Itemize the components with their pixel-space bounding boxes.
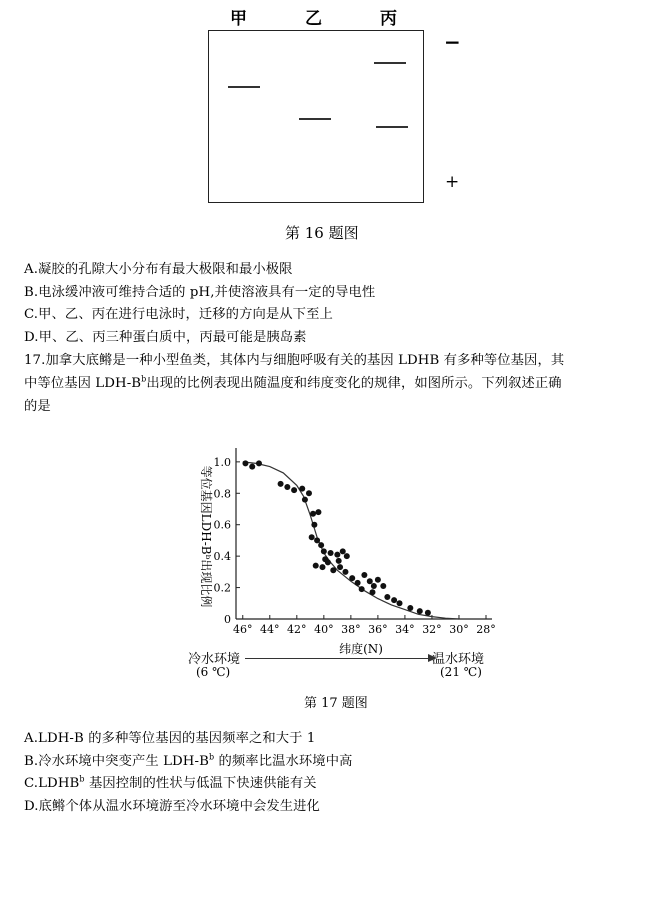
figure-16-caption: 第 16 题图 bbox=[285, 224, 359, 242]
data-point bbox=[391, 597, 397, 603]
y-axis-title: 等位基因LDH-Bᵇ出现比例 bbox=[199, 465, 213, 608]
x-tick-label: 40° bbox=[314, 623, 334, 636]
q16-option-d: D.甲、乙、丙三种蛋白质中，丙最可能是胰岛素 bbox=[24, 330, 307, 345]
lane-label-jia: 甲 bbox=[230, 9, 247, 29]
y-tick-label: 0.4 bbox=[213, 550, 231, 564]
lane-label-yi: 乙 bbox=[305, 9, 322, 29]
gel-box bbox=[208, 30, 424, 203]
fit-curve bbox=[243, 462, 459, 619]
data-point bbox=[336, 558, 342, 564]
data-point bbox=[380, 583, 386, 589]
y-tick-label: 0 bbox=[224, 613, 231, 626]
band-yi bbox=[299, 118, 331, 120]
data-point bbox=[371, 583, 377, 589]
q16-option-a: A.凝胶的孔隙大小分布有最大极限和最小极限 bbox=[24, 262, 293, 277]
data-point bbox=[249, 464, 255, 470]
q16-option-c: C.甲、乙、丙在进行电泳时，迁移的方向是从下至上 bbox=[24, 307, 333, 322]
data-point bbox=[322, 556, 328, 562]
data-point bbox=[299, 486, 305, 492]
data-point bbox=[313, 563, 319, 569]
data-point bbox=[319, 564, 325, 570]
x-tick-label: 42° bbox=[287, 623, 307, 636]
q17-stem-line1: 17.加拿大底鳉是一种小型鱼类，其体内与细胞呼吸有关的基因 LDHB 有多种等位基因，其 bbox=[24, 353, 565, 368]
x-tick-label: 32° bbox=[422, 623, 442, 636]
band-jia bbox=[228, 86, 260, 88]
x-axis-title: 纬度(N) bbox=[339, 642, 383, 656]
data-point bbox=[355, 580, 361, 586]
data-point bbox=[340, 548, 346, 554]
latitude-arrow-head bbox=[428, 654, 437, 662]
data-point bbox=[256, 460, 262, 466]
x-tick-label: 28° bbox=[476, 623, 496, 636]
y-tick-label: 0.2 bbox=[213, 581, 231, 595]
x-tick-label: 36° bbox=[368, 623, 388, 636]
data-point bbox=[384, 594, 390, 600]
data-point bbox=[407, 605, 413, 611]
data-point bbox=[344, 553, 350, 559]
data-point bbox=[302, 497, 308, 503]
data-point bbox=[397, 600, 403, 606]
data-point bbox=[284, 484, 290, 490]
data-point bbox=[242, 460, 248, 466]
data-point bbox=[278, 481, 284, 487]
data-point bbox=[361, 572, 367, 578]
data-point bbox=[425, 610, 431, 616]
data-point bbox=[369, 589, 375, 595]
band-bing-lower bbox=[376, 126, 408, 128]
band-bing-upper bbox=[374, 62, 406, 64]
x-tick-label: 30° bbox=[449, 623, 469, 636]
q17-option-c: C.LDHB$^b$ 基因控制的性状与低温下快速供能有关 bbox=[24, 774, 317, 791]
warm-water-temp: (21 ℃) bbox=[440, 665, 482, 679]
data-point bbox=[314, 537, 320, 543]
y-tick-label: 0.6 bbox=[213, 518, 231, 532]
y-tick-label: 0.8 bbox=[213, 487, 231, 501]
data-point bbox=[367, 578, 373, 584]
y-tick-label: 1.0 bbox=[213, 455, 231, 469]
x-tick-label: 46° bbox=[233, 623, 253, 636]
data-point bbox=[334, 552, 340, 558]
data-point bbox=[310, 511, 316, 517]
q17-option-b: B.冷水环境中突变产生 LDH-$B^b$ 的频率比温水环境中高 bbox=[24, 752, 353, 769]
x-tick-label: 38° bbox=[341, 623, 361, 636]
data-point bbox=[315, 509, 321, 515]
lane-label-bing: 丙 bbox=[380, 9, 397, 29]
x-tick-label: 34° bbox=[395, 623, 415, 636]
data-point bbox=[337, 564, 343, 570]
data-point bbox=[309, 534, 315, 540]
data-point bbox=[417, 608, 423, 614]
x-tick-label: 44° bbox=[260, 623, 280, 636]
data-point bbox=[311, 522, 317, 528]
latitude-arrow-line bbox=[245, 658, 430, 659]
warm-water-label: 温水环境 bbox=[432, 652, 485, 667]
data-point bbox=[342, 569, 348, 575]
data-point bbox=[291, 487, 297, 493]
cold-water-label: 冷水环境 bbox=[188, 652, 241, 667]
data-point bbox=[321, 548, 327, 554]
figure-17-caption: 第 17 题图 bbox=[304, 696, 368, 711]
data-point bbox=[328, 550, 334, 556]
data-point bbox=[330, 567, 336, 573]
q17-option-a: A.LDH-B 的多种等位基因的基因频率之和大于 1 bbox=[24, 731, 316, 746]
figure-17-chart bbox=[150, 432, 510, 667]
data-point bbox=[318, 542, 324, 548]
cathode-minus-sign: − bbox=[444, 30, 461, 54]
anode-plus-sign: + bbox=[445, 172, 460, 192]
q17-option-d: D.底鳉个体从温水环境游至冷水环境中会发生进化 bbox=[24, 799, 320, 814]
data-point bbox=[375, 577, 381, 583]
q16-option-b: B.电泳缓冲液可维持合适的 pH,并使溶液具有一定的导电性 bbox=[24, 285, 376, 300]
data-point bbox=[359, 586, 365, 592]
data-point bbox=[306, 490, 312, 496]
data-point bbox=[349, 575, 355, 581]
q17-stem-line2: 中等位基因 LDH-$B^b$出现的比例表现出随温度和纬度变化的规律，如图所示。下列叙述正确 bbox=[24, 374, 562, 391]
cold-water-temp: (6 ℃) bbox=[196, 665, 231, 679]
q17-stem-line3: 的是 bbox=[24, 399, 51, 414]
